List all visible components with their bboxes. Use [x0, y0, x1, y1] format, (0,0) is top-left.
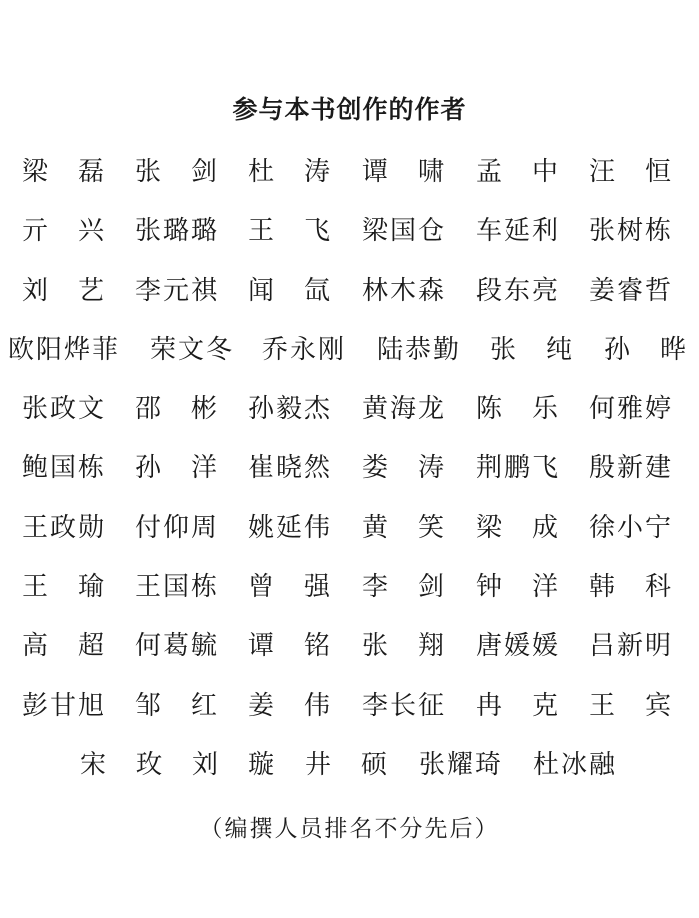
author-name: 刘 璇 [192, 749, 274, 780]
author-name: 李 元 祺 [135, 275, 217, 306]
author-name: 陆 恭 勤 [377, 334, 459, 365]
author-name: 姜 伟 [248, 690, 330, 721]
author-name: 段 东 亮 [476, 275, 558, 306]
author-name: 张 剑 [135, 157, 217, 187]
author-name: 娄 涛 [362, 453, 444, 484]
author-name: 孙 晔 [604, 334, 686, 365]
author-name: 高 超 [22, 631, 104, 662]
author-row [0, 328, 699, 387]
author-name: 梁 国 仓 [362, 216, 444, 247]
author-name: 梁 磊 [22, 157, 104, 187]
author-name: 孟 中 [476, 157, 558, 187]
author-row [0, 269, 699, 328]
author-name: 孙 洋 [135, 453, 217, 484]
author-row [0, 565, 699, 624]
author-name: 张 树 栋 [589, 216, 671, 247]
author-name: 林 木 森 [362, 275, 444, 306]
author-name: 张 璐 璐 [135, 216, 217, 247]
author-name: 邵 彬 [135, 394, 217, 425]
author-name: 冉 克 [476, 690, 558, 721]
author-name: 陈 乐 [476, 394, 558, 425]
author-name: 刘 艺 [22, 275, 104, 306]
author-name: 王 宾 [589, 690, 671, 721]
author-name: 孙 毅 杰 [248, 394, 330, 425]
author-name: 杜 涛 [248, 157, 330, 187]
author-name: 荆 鹏 飞 [476, 453, 558, 484]
author-row [0, 506, 699, 565]
author-name: 王 国 栋 [135, 572, 217, 603]
author-name: 李 长 征 [362, 690, 444, 721]
author-name: 宋 玫 [80, 749, 162, 780]
author-name: 崔 晓 然 [248, 453, 330, 484]
author-name: 荣 文 冬 [150, 334, 232, 365]
author-name: 闻 氙 [248, 275, 330, 306]
author-name: 谭 啸 [362, 157, 444, 187]
author-name: 张 政 文 [22, 394, 104, 425]
author-name: 黄 笑 [362, 512, 444, 543]
author-name: 黄 海 龙 [362, 394, 444, 425]
ordering-note: （编撰人员排名不分先后） [199, 816, 500, 842]
author-name: 乔 永 刚 [262, 334, 344, 365]
author-name: 车 延 利 [476, 216, 558, 247]
author-row [0, 743, 699, 802]
author-name: 付 仰 周 [135, 512, 217, 543]
author-name: 姜 睿 哲 [589, 275, 671, 306]
author-name: 韩 科 [589, 572, 671, 603]
author-row [0, 209, 699, 268]
author-name: 吕 新 明 [589, 631, 671, 662]
author-name: 殷 新 建 [589, 453, 671, 484]
author-name: 钟 洋 [476, 572, 558, 603]
author-row [0, 446, 699, 505]
author-list [0, 150, 699, 802]
author-name: 亓 兴 [22, 216, 104, 247]
author-name: 何 雅 婷 [589, 394, 671, 425]
author-name: 梁 成 [476, 512, 558, 543]
author-name: 谭 铭 [248, 631, 330, 662]
author-name: 汪 恒 [589, 157, 671, 187]
author-row [0, 684, 699, 743]
author-name: 彭 甘 旭 [22, 690, 104, 721]
author-name: 邹 红 [135, 690, 217, 721]
author-name: 欧 阳 烨 菲 [8, 334, 118, 365]
author-name: 王 瑜 [22, 572, 104, 603]
author-row [0, 624, 699, 683]
author-name: 鲍 国 栋 [22, 453, 104, 484]
author-name: 杜 冰 融 [533, 749, 615, 780]
author-name: 曾 强 [248, 572, 330, 603]
author-row [0, 150, 699, 209]
author-name: 张 纯 [490, 334, 572, 365]
author-name: 王 飞 [248, 216, 330, 247]
author-name: 徐 小 宁 [589, 512, 671, 543]
author-name: 张 耀 琦 [419, 749, 501, 780]
author-name: 李 剑 [362, 572, 444, 603]
author-name: 何 葛 毓 [135, 631, 217, 662]
author-name: 井 硕 [305, 749, 387, 780]
author-name: 王 政 勋 [22, 512, 104, 543]
author-name: 姚 延 伟 [248, 512, 330, 543]
author-name: 张 翔 [362, 631, 444, 662]
page-title: 参与本书创作的作者 [232, 95, 467, 124]
author-name: 唐 媛 媛 [476, 631, 558, 662]
author-row [0, 387, 699, 446]
